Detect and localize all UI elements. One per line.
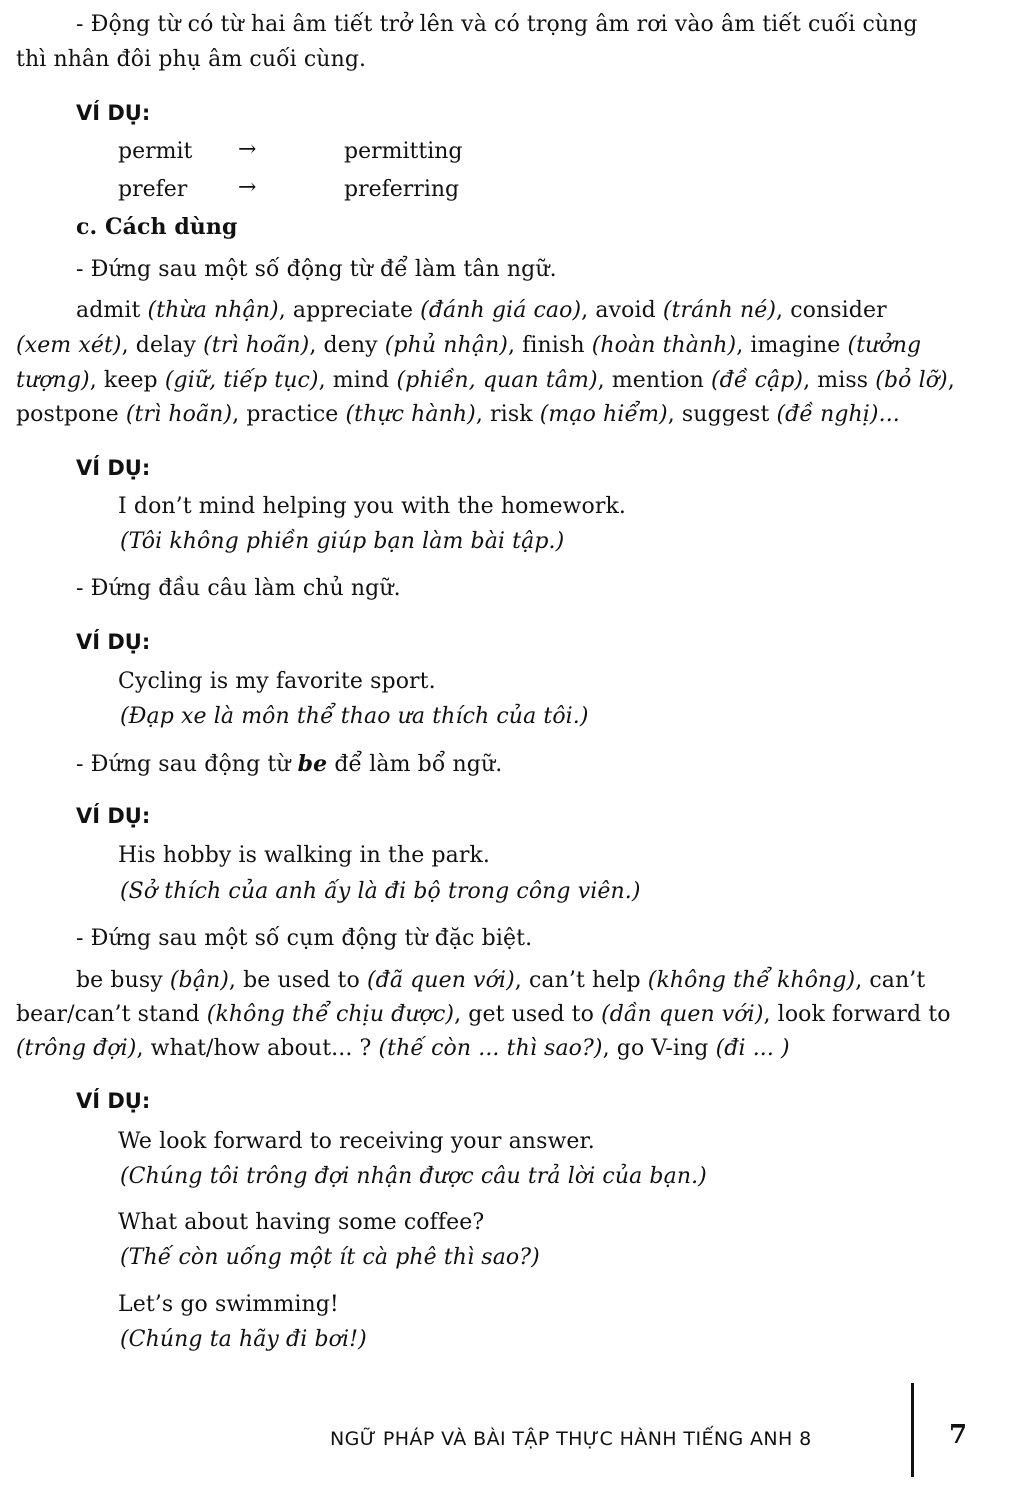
term-text: , delay	[121, 333, 204, 358]
usage-rule-2: - Đứng đầu câu làm chủ ngữ.	[76, 576, 401, 601]
footer-divider	[911, 1383, 914, 1477]
example-label: VÍ DỤ:	[76, 101, 151, 125]
example-translation: (Chúng ta hãy đi bơi!)	[120, 1327, 367, 1352]
term-text: , finish	[507, 333, 592, 358]
term-text: admit	[76, 298, 148, 323]
gloss-text: (thực hành)	[345, 402, 476, 427]
pair-ing-1: permitting	[344, 139, 463, 164]
term-text: ,	[947, 368, 955, 393]
verb-list-line	[16, 366, 955, 396]
gloss-text: (thừa nhận)	[147, 298, 279, 323]
gloss-text: (xem xét)	[16, 333, 122, 358]
term-text: , mind	[318, 368, 397, 393]
pair-base-2: prefer	[118, 177, 188, 202]
term-text: , miss	[803, 368, 876, 393]
usage-rule-3-prefix: - Đứng sau động từ	[76, 752, 298, 777]
term-text: , avoid	[581, 298, 663, 323]
term-text: , suggest	[667, 402, 777, 427]
example-label: VÍ DỤ:	[76, 456, 151, 480]
gloss-text: (trì hoãn)	[125, 402, 233, 427]
example-sentence: Let’s go swimming!	[118, 1292, 339, 1317]
gloss-text: (hoàn thành)	[591, 333, 737, 358]
pair-base-1: permit	[118, 139, 193, 164]
usage-rule-3	[76, 749, 502, 780]
usage-rule-3-suffix: để làm bổ ngữ.	[327, 752, 503, 777]
gloss-text: (đề nghị)...	[776, 402, 900, 427]
term-text: , what/how about... ?	[136, 1036, 379, 1061]
keyword-be: be	[297, 751, 328, 777]
term-text: bear/can’t stand	[16, 1002, 207, 1027]
example-sentence: We look forward to receiving your answer.	[118, 1129, 595, 1154]
term-text: , practice	[232, 402, 346, 427]
term-text: , can’t help	[514, 968, 648, 993]
term-text: , look forward to	[763, 1002, 951, 1027]
gloss-text: (trì hoãn)	[203, 333, 310, 358]
phrase-list-line	[76, 966, 925, 996]
term-text: , deny	[309, 333, 385, 358]
example-sentence: Cycling is my favorite sport.	[118, 669, 436, 694]
arrow-icon: →	[238, 137, 257, 162]
example-translation: (Thế còn uống một ít cà phê thì sao?)	[120, 1245, 540, 1270]
term-text: , keep	[89, 368, 165, 393]
gloss-text: (giữ, tiếp tục)	[164, 368, 319, 393]
gloss-text: (không thể chịu được)	[206, 1002, 455, 1027]
term-text: , mention	[597, 368, 711, 393]
example-translation: (Sở thích của anh ấy là đi bộ trong công viên.)	[120, 879, 641, 904]
example-sentence: What about having some coffee?	[118, 1210, 485, 1235]
rule-text-line-1: - Động từ có từ hai âm tiết trở lên và có trọng âm rơi vào âm tiết cuối cùng	[76, 12, 918, 37]
gloss-text: (bận)	[169, 968, 229, 993]
example-translation: (Tôi không phiền giúp bạn làm bài tập.)	[120, 529, 565, 554]
example-sentence: His hobby is walking in the park.	[118, 843, 490, 868]
gloss-text: (dần quen với)	[601, 1002, 764, 1027]
section-heading-usage: c. Cách dùng	[76, 214, 238, 240]
gloss-text: (đánh giá cao)	[420, 298, 582, 323]
gloss-text: (đã quen với)	[366, 968, 515, 993]
gloss-text: (tránh né)	[662, 298, 777, 323]
gloss-text: (mạo hiểm)	[539, 402, 668, 427]
example-label: VÍ DỤ:	[76, 1089, 151, 1113]
pair-ing-2: preferring	[344, 177, 460, 202]
example-sentence: I don’t mind helping you with the homework.	[118, 494, 626, 519]
example-label: VÍ DỤ:	[76, 804, 151, 828]
gloss-text: (đi ... )	[715, 1036, 790, 1061]
phrase-list-line	[16, 1034, 790, 1064]
arrow-icon: →	[238, 175, 257, 200]
verb-list-line	[76, 296, 887, 326]
example-translation: (Chúng tôi trông đợi nhận được câu trả lời của bạn.)	[120, 1164, 707, 1189]
gloss-text: (phiền, quan tâm)	[396, 368, 598, 393]
gloss-text: (đề cập)	[710, 368, 804, 393]
term-text: , risk	[475, 402, 540, 427]
term-text: , get used to	[454, 1002, 602, 1027]
term-text: , consider	[776, 298, 887, 323]
usage-rule-1: - Đứng sau một số động từ để làm tân ngữ.	[76, 257, 557, 282]
phrase-list-line	[16, 1000, 951, 1030]
page-number: 7	[949, 1420, 968, 1450]
verb-list-line	[16, 331, 921, 361]
rule-text-line-2: thì nhân đôi phụ âm cuối cùng.	[16, 47, 367, 72]
gloss-text: (không thể không)	[647, 968, 856, 993]
verb-list-line	[16, 400, 900, 430]
term-text: be busy	[76, 968, 170, 993]
gloss-text: (bỏ lỡ)	[875, 368, 948, 393]
term-text: , be used to	[228, 968, 367, 993]
gloss-text: (tưởng	[847, 333, 922, 358]
gloss-text: (thế còn ... thì sao?)	[378, 1036, 603, 1061]
footer-book-title: NGỮ PHÁP VÀ BÀI TẬP THỰC HÀNH TIẾNG ANH 8	[330, 1428, 812, 1450]
gloss-text: (trông đợi)	[16, 1036, 137, 1061]
term-text: , can’t	[855, 968, 926, 993]
example-translation: (Đạp xe là môn thể thao ưa thích của tôi.)	[120, 704, 589, 729]
term-text: , go V-ing	[602, 1036, 716, 1061]
gloss-text: tượng)	[16, 368, 90, 393]
term-text: , imagine	[736, 333, 848, 358]
term-text: postpone	[16, 402, 126, 427]
usage-rule-4: - Đứng sau một số cụm động từ đặc biệt.	[76, 926, 533, 951]
example-label: VÍ DỤ:	[76, 630, 151, 654]
gloss-text: (phủ nhận)	[384, 333, 508, 358]
term-text: , appreciate	[278, 298, 421, 323]
